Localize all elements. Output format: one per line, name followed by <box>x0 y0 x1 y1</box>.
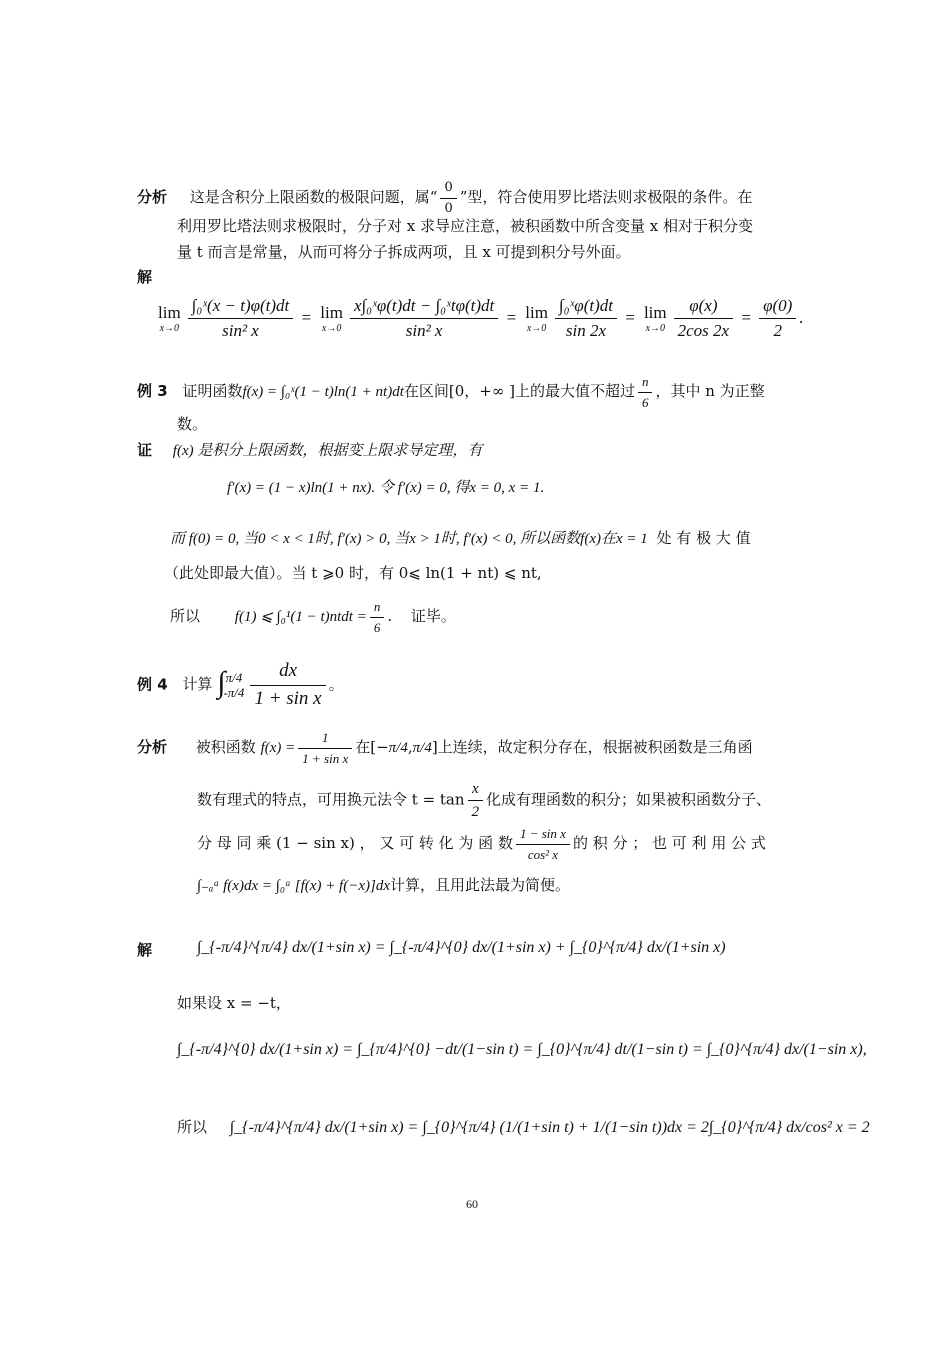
proof3-label: 证 <box>137 441 153 459</box>
solution1-label: 解 <box>137 268 153 286</box>
analysis4-label: 分析 <box>137 738 168 757</box>
solution4-eq3-line: 所以 ∫_{-π/4}^{π/4} dx/(1+sin x) = ∫_{0}^{π/4} (1/(1+sin t) + 1/(1−sin t))dx = 2∫_{0}^{π/4} dx/cos² x = 2 <box>177 1118 870 1136</box>
analysis1-line3: 量 t 而言是常量，从而可将分子拆成两项，且 x 可提到积分号外面。 <box>177 243 631 261</box>
analysis1-line2: 利用罗比塔法则求极限时，分子对 x 求导应注意，被积函数中所含变量 x 相对于积分变 <box>177 217 753 235</box>
analysis4-line4: ∫₋ₐᵃ f(x)dx = ∫₀ᵃ [f(x) + f(−x)]dx计算，且用此法最为简便。 <box>197 876 571 894</box>
solution4-eq1: ∫_{-π/4}^{π/4} dx/(1+sin x) = ∫_{-π/4}^{0} dx/(1+sin x) + ∫_{0}^{π/4} dx/(1+sin x) <box>197 939 726 956</box>
solution1-equation: lim x→0 $\frac{\text{∫₀ˣ(x − t)φ(t)dt}}{\text{sin² x}}$ = lim x→0 $\frac{\text{x∫₀ˣφ(t)dt − ∫₀ˣtφ(t)dt}}{\text{sin² x}}$ = lim x→0 $\frac{\text{∫₀ˣφ(t)dt}}{\sin 2x}$ = lim x→0 $\frac{\varphi(x)}{2\cos 2x}$ = $\frac{\varphi(0)}{2}$ . <box>158 296 804 341</box>
analysis4-line1: 分析 被积函数 f(x) = $\frac{1}{\text{1 + sin x}}$ 在[−π/4,π/4]上连续，故定积分存在，根据被积函数是三角函 <box>137 730 753 766</box>
example3-line1: 例 3 证明函数f(x) = ∫₀ˣ(1 − t)ln(1 + nt)dt在区间[0，+∞ ]上的最大值不超过 $\frac{n}{6}$ ，其中 n 为正整 <box>137 374 765 410</box>
solution4-substitution: 如果设 x = −t， <box>177 994 291 1012</box>
proof3-line2: f′(x) = (1 − x)ln(1 + nx). 令 f′(x) = 0, 得x = 0, x = 1. <box>227 480 545 496</box>
example3-line2: 数。 <box>177 415 208 433</box>
proof3-line3: 而 f(0) = 0, 当0 < x < 1时, f′(x) > 0, 当x > 1时, f′(x) < 0, 所以函数f(x)在x = 1 处 有 极 大 值 <box>170 529 751 547</box>
proof3-line4: （此处即最大值）。当 t ⩾0 时，有 0⩽ ln(1 + nt) ⩽ nt, <box>164 564 542 582</box>
zero-over-zero: $\frac{0}{0}$ <box>440 180 456 216</box>
analysis1-line1: 分析 这是含积分上限函数的极限问题，属“ $\frac{0}{0}$ ”型，符合使用罗比塔法则求极限的条件。在 <box>137 180 753 216</box>
analysis4-line3: 分 母 同 乘 (1 − sin x) ， 又 可 转 化 为 函 数 $\frac{\text{1 − sin x}}{\text{cos² x}}$ 的 积 分 ； 也 可 利 用 公 式 <box>197 826 766 862</box>
analysis1-label: 分析 <box>137 188 168 207</box>
page-number: 60 <box>466 1197 478 1211</box>
example4-label: 例 4 <box>137 675 168 694</box>
proof3-line5: 所以 f(1) ⩽ ∫₀¹(1 − t)ntdt = $\frac{n}{6}$ . 证毕。 <box>170 599 456 635</box>
proof3-line1: 证 f(x) 是积分上限函数，根据变上限求导定理，有 <box>137 441 483 459</box>
example3-label: 例 3 <box>137 382 168 401</box>
solution4-label: 解 <box>137 941 153 959</box>
solution4-eq2: ∫_{-π/4}^{0} dx/(1+sin x) = ∫_{π/4}^{0} −dt/(1−sin t) = ∫_{0}^{π/4} dt/(1−sin t) = ∫_{0}^{π/4} dx/(1−sin x), <box>177 1041 867 1058</box>
example4-line: 例 4 计算 ∫ π/4 -π/4 $\frac{dx}{\text{1 + sin x}}$ 。 <box>137 660 344 709</box>
analysis4-line2: 数有理式的特点，可用换元法令 t = tan $\frac{x}{2}$ 化成有理函数的积分；如果被积函数分子、 <box>197 781 772 820</box>
